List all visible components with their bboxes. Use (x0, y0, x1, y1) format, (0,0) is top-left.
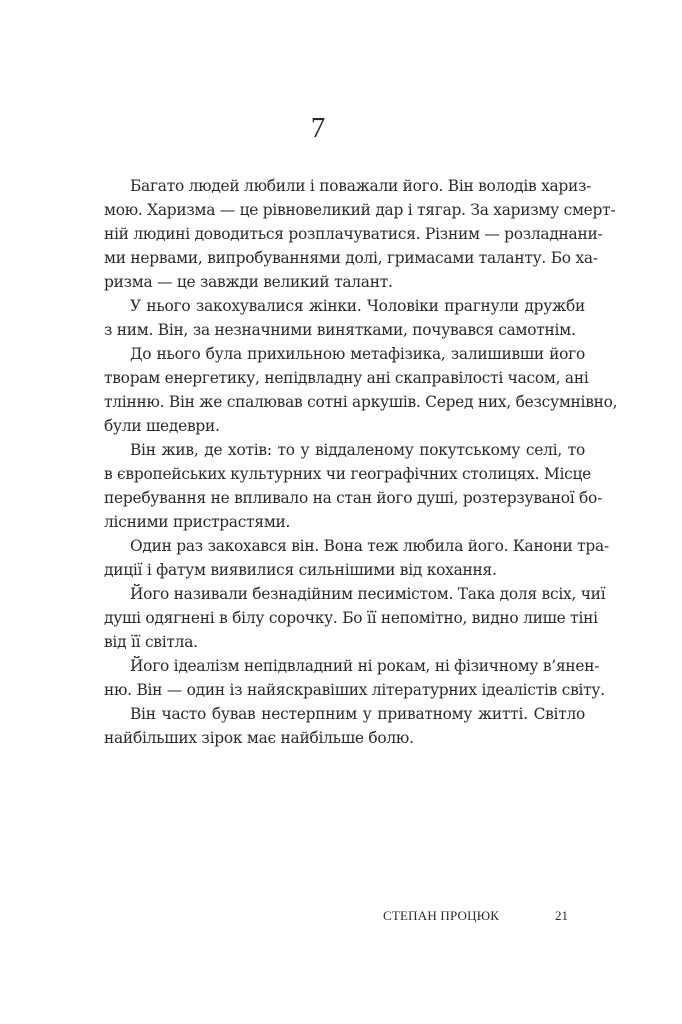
text-line: мою. Харизма — це рівновеликий дар і тягар. За харизму смерт- (104, 201, 616, 219)
running-footer (383, 908, 568, 924)
paragraph (104, 294, 585, 342)
text-line: були шедеври. (104, 417, 220, 435)
paragraph (104, 174, 616, 294)
page-number: 21 (555, 908, 568, 923)
text-line: ній людині доводиться розплачуватися. Різним — розладнани- (104, 225, 603, 243)
body-text (104, 174, 618, 750)
paragraph (104, 438, 603, 534)
text-line: ризма — це завжди великий талант. (104, 273, 393, 291)
paragraph (104, 582, 606, 654)
text-line: У нього закохувалися жінки. Чоловіки прагнули дружби (130, 297, 585, 315)
paragraph (104, 702, 585, 750)
footer-author: СТЕПАН ПРОЦЮК (383, 908, 500, 923)
text-line: Його ідеалізм непідвладний ні рокам, ні фізичному в’янен- (130, 657, 600, 675)
text-line: Один раз закохався він. Вона теж любила його. Канони тра- (130, 537, 609, 555)
text-line: Його називали безнадійним песимістом. Така доля всіх, чиї (130, 585, 606, 603)
text-line: лісними пристрастями. (104, 513, 291, 531)
text-line: До нього була прихильною метафізика, залишивши його (130, 345, 585, 363)
text-line: найбільших зірок має найбільше болю. (104, 729, 414, 747)
text-line: ми нервами, випробуваннями долі, гримасами таланту. Бо ха- (104, 249, 598, 267)
text-line: творам енергетику, непідвладну ані скаправілості часом, ані (104, 369, 589, 387)
text-line: з ним. Він, за незначними винятками, почувався самотнім. (104, 321, 576, 339)
text-line: тлінню. Він же спалював сотні аркушів. Серед них, безсумнівно, (104, 393, 618, 411)
text-line: перебування не впливало на стан його душі, розтерзуваної бо- (104, 489, 603, 507)
text-line: душі одягнені в білу сорочку. Бо її непомітно, видно лише тіні (104, 609, 598, 627)
text-line: в європейських культурних чи географічних столицях. Місце (104, 465, 592, 483)
text-line: Багато людей любили і поважали його. Він володів хариз- (130, 177, 592, 195)
paragraph (104, 534, 609, 582)
text-line: від її світла. (104, 633, 198, 651)
paragraph (104, 342, 618, 438)
text-line: ню. Він — один із найяскравіших літературних ідеалістів світу. (104, 681, 605, 699)
text-line: диції і фатум виявилися сильнішими від кохання. (104, 561, 497, 579)
paragraph (104, 654, 605, 702)
text-line: Він часто бував нестерпним у приватному житті. Світло (130, 705, 585, 723)
chapter-number: 7 (310, 112, 326, 144)
text-line: Він жив, де хотів: то у віддаленому покутському селі, то (130, 441, 585, 459)
